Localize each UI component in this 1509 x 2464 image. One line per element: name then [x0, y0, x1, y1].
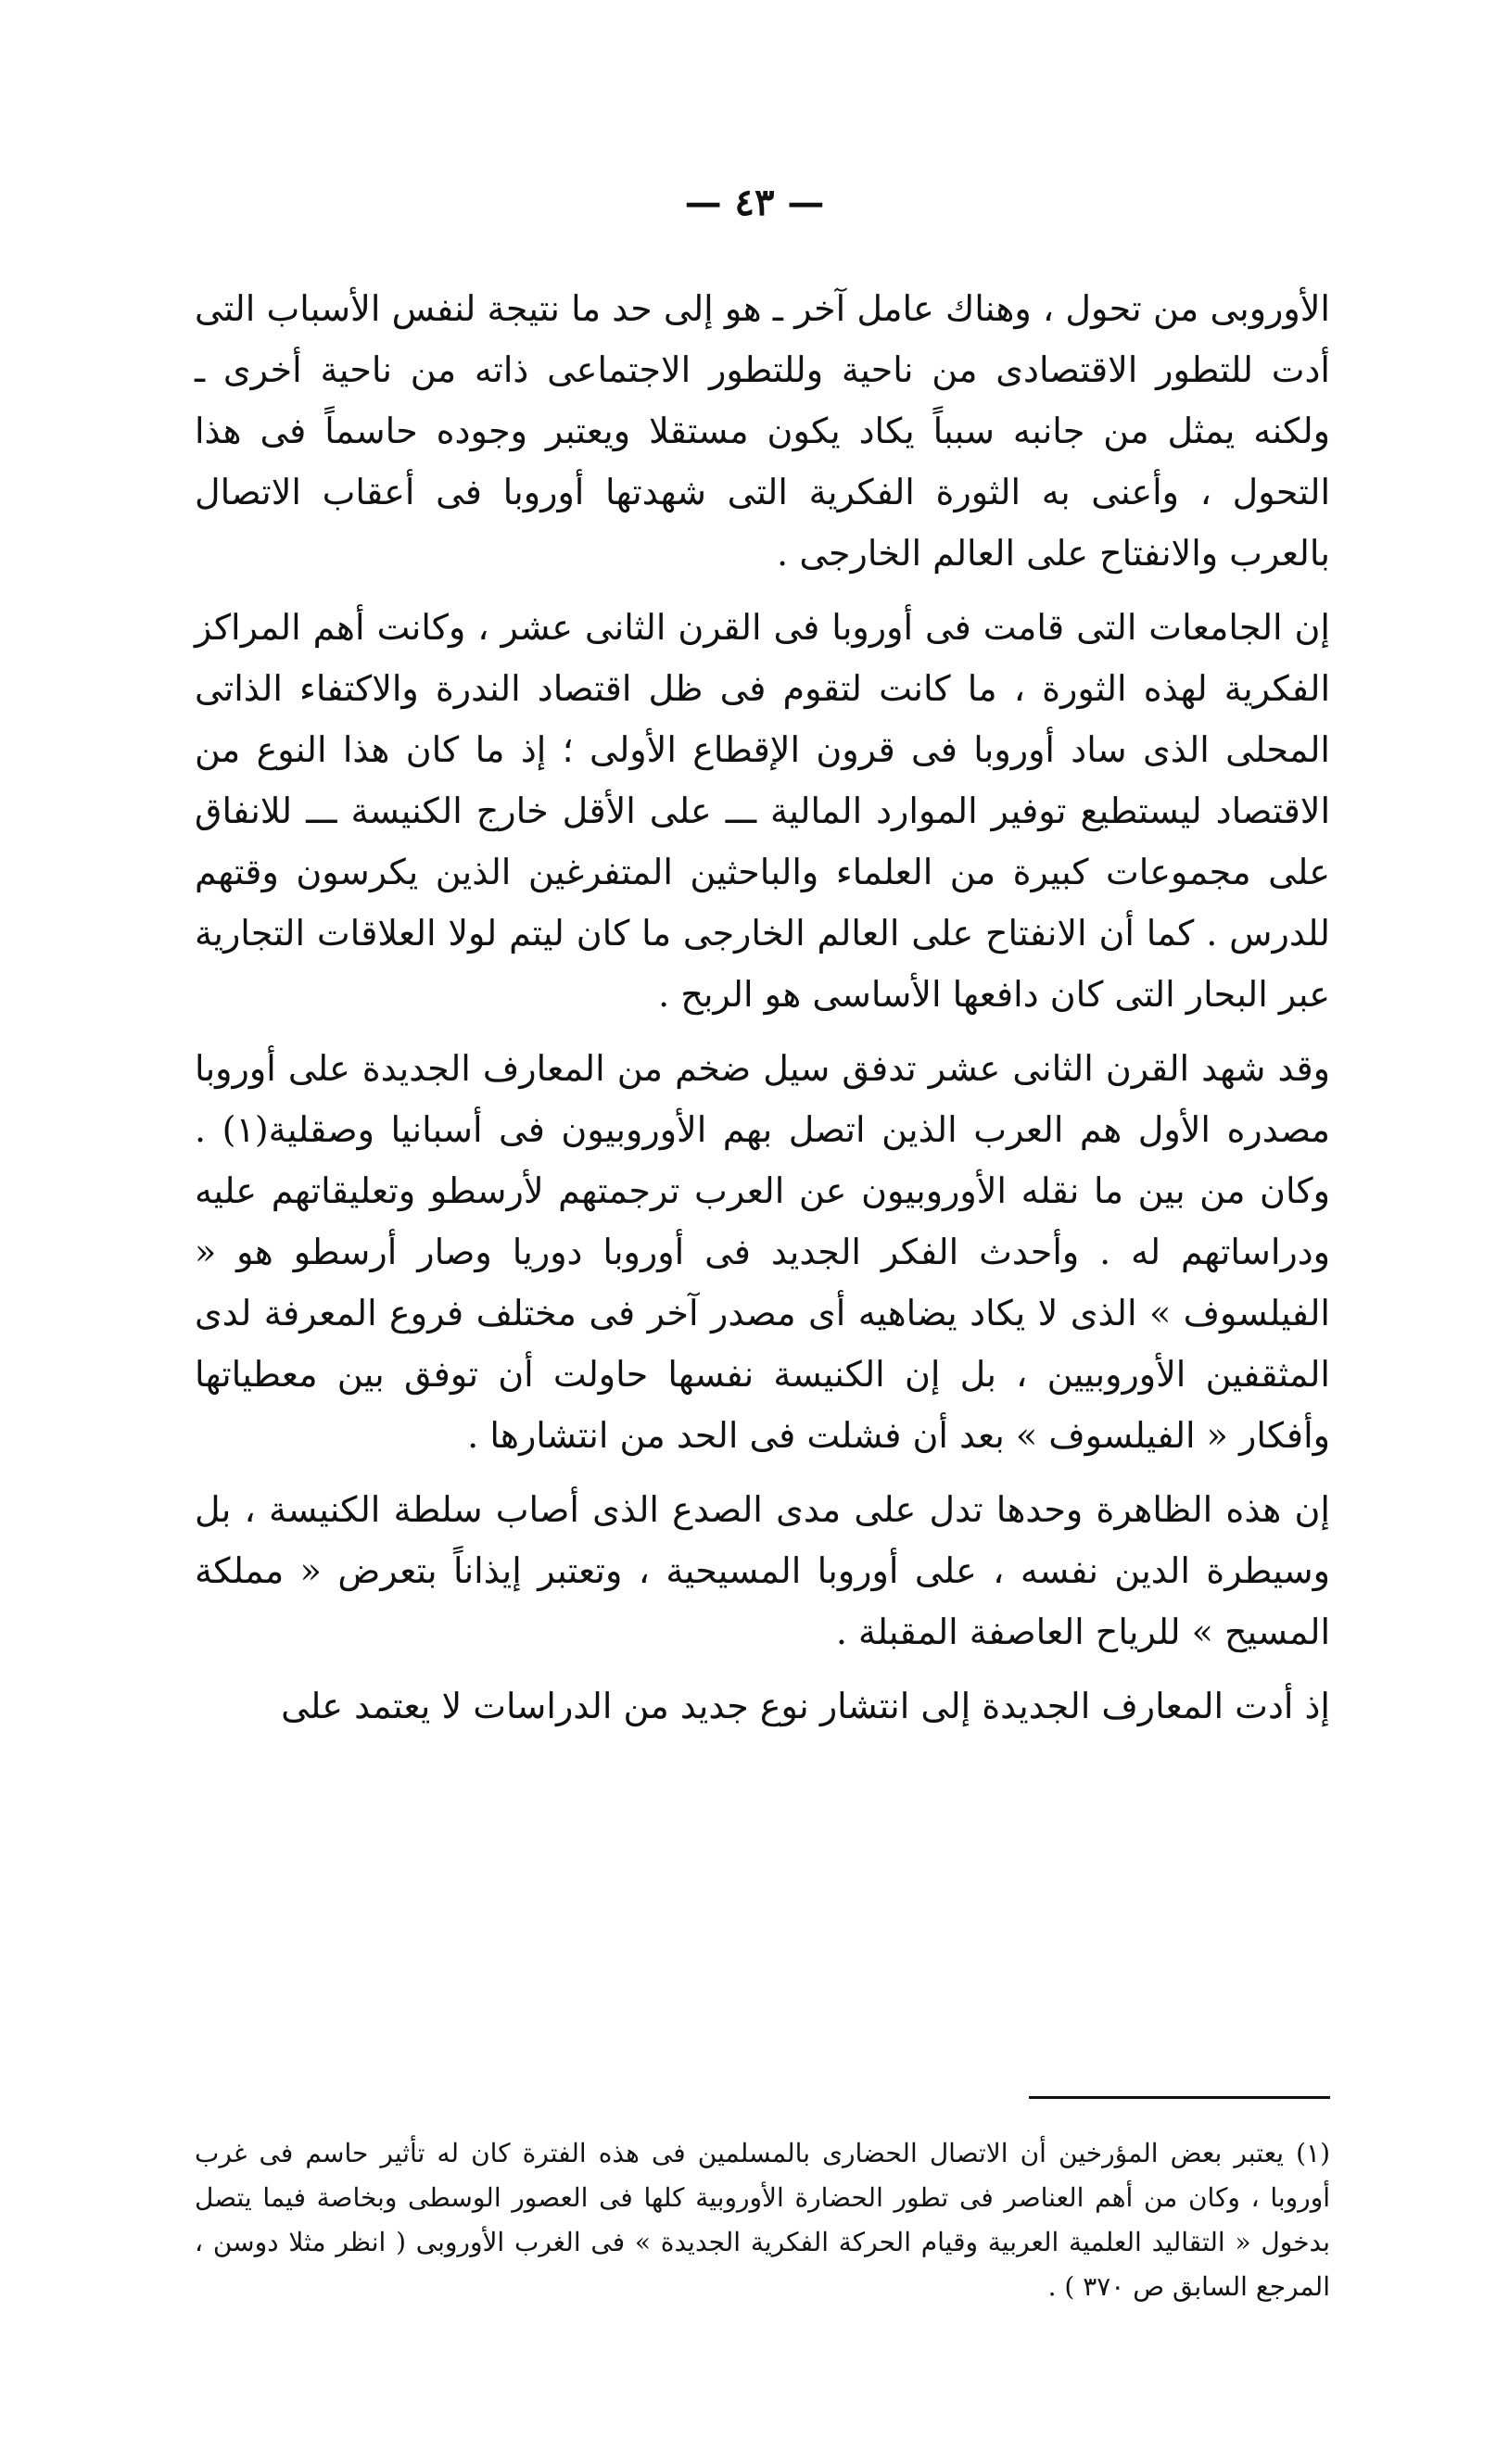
footnote-text: (١) يعتبر بعض المؤرخين أن الاتصال الحضارى بالمسلمين فى هذه الفترة كان له تأثير حاسم فى غرب أوروبا ، وكان من أهم العناصر فى تطور الحضارة الأوروبية كلها فى العصور الوسطى وبخاصة فيما يتصل بدخول « التقاليد العلمية العربية وقيام الحركة الفكرية الجديدة » فى الغرب الأوروبى ( انظر مثلا دوسن ، المرجع السابق ص ٣٧٠ ) . [195, 2138, 1330, 2302]
footnote-divider [1029, 2096, 1330, 2099]
footnote [195, 2131, 1330, 2309]
paragraph: وقد شهد القرن الثانى عشر تدفق سيل ضخم من المعارف الجديدة على أوروبا مصدره الأول هم العرب الذين اتصل بهم الأوروبيون فى أسبانيا وصقلية(١) . وكان من بين ما نقله الأوروبيون عن العرب ترجمتهم لأرسطو وتعليقاتهم عليه ودراساتهم له . وأحدث الفكر الجديد فى أوروبا دوريا وصار أرسطو هو « الفيلسوف » الذى لا يكاد يضاهيه أى مصدر آخر فى مختلف فروع المعرفة لدى المثقفين الأوروبيين ، بل إن الكنيسة نفسها حاولت أن توفق بين معطياتها وأفكار « الفيلسوف » بعد أن فشلت فى الحد من انتشارها . [195, 1048, 1331, 1456]
paragraph: إذ أدت المعارف الجديدة إلى انتشار نوع جديد من الدراسات لا يعتمد على [281, 1686, 1330, 1726]
page-number: — ٤٣ — [684, 181, 825, 224]
paragraph: إن الجامعات التى قامت فى أوروبا فى القرن الثانى عشر ، وكانت أهم المراكز الفكرية لهذه الثورة ، ما كانت لتقوم فى ظل اقتصاد الندرة والاكتفاء الذاتى المحلى الذى ساد أوروبا فى قرون الإقطاع الأولى ؛ إذ ما كان هذا النوع من الاقتصاد ليستطيع توفير الموارد المالية ـــ على الأقل خارج الكنيسة ـــ للانفاق على مجموعات كبيرة من العلماء والباحثين المتفرغين الذين يكرسون وقتهم للدرس . كما أن الانفتاح على العالم الخارجى ما كان ليتم لولا العلاقات التجارية عبر البحار التى كان دافعها الأساسى هو الربح . [195, 607, 1330, 1015]
paragraph: الأوروبى من تحول ، وهناك عامل آخر ـ هو إلى حد ما نتيجة لنفس الأسباب التى أدت للتطور الاقتصادى من ناحية وللتطور الاجتماعى ذاته من ناحية أخرى ـ ولكنه يمثل من جانبه سبباً يكاد يكون مستقلا ويعتبر وجوده حاسماً فى هذا التحول ، وأعنى به الثورة الفكرية التى شهدتها أوروبا فى أعقاب الاتصال بالعرب والانفتاح على العالم الخارجى . [195, 288, 1330, 574]
body-text [195, 278, 1330, 1750]
paragraph: إن هذه الظاهرة وحدها تدل على مدى الصدع الذى أصاب سلطة الكنيسة ، بل وسيطرة الدين نفسه ، على أوروبا المسيحية ، وتعتبر إيذاناً بتعرض « مملكة المسيح » للرياح العاصفة المقبلة . [195, 1489, 1330, 1652]
